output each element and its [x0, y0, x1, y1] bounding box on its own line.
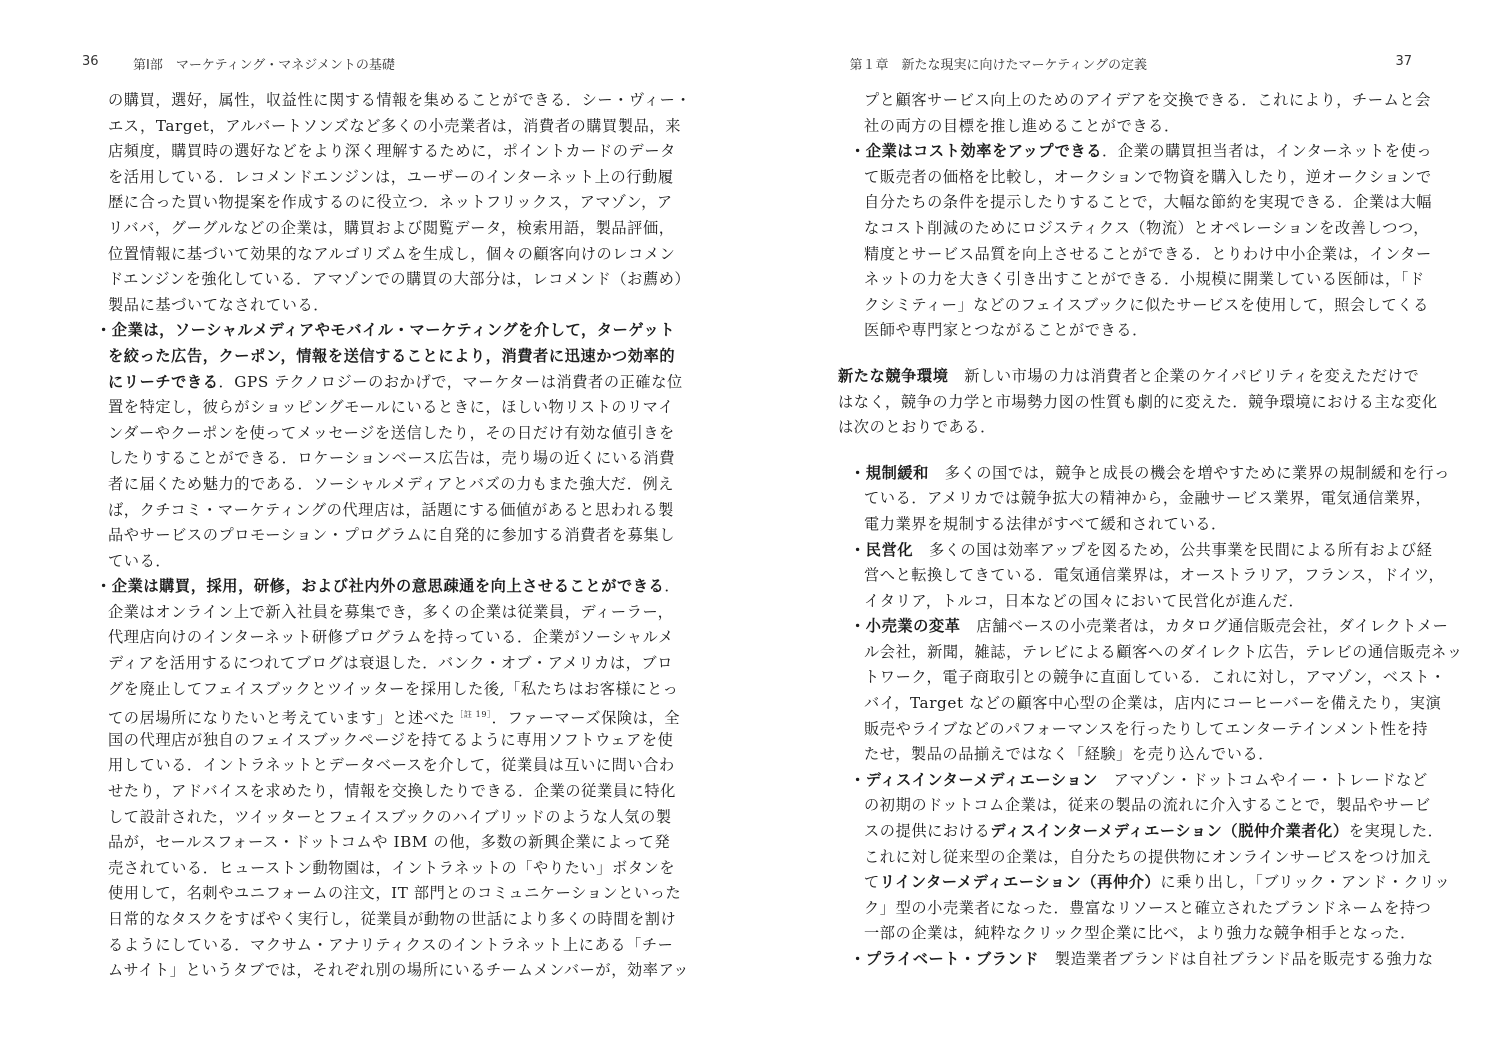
text-run: に乗り出し，「ブリック・アンド・クリッ — [1160, 873, 1451, 892]
text-run: 社の両方の目標を推し進めることができる． — [864, 116, 1180, 135]
text-run: 位置情報に基づいて効果的なアルゴリズムを生成し，個々の顧客向けのレコメン — [108, 244, 676, 263]
text-run: 営へと転換してきている．電気通信業界は，オーストラリア，フランス，ドイツ， — [864, 566, 1445, 585]
text-line — [96, 830, 671, 856]
text-run: 歴に合った買い物提案を作成するのに役立つ．ネットフリックス，アマゾン，ア — [108, 193, 673, 212]
text-run: て販売者の価格を比較し，オークションで物資を購入したり，逆オークションで — [864, 167, 1432, 186]
text-run: 一部の企業は，純粋なクリック型企業に比べ，より強力な競争相手となった． — [864, 924, 1416, 943]
text-line — [96, 523, 675, 549]
text-line — [838, 947, 1434, 973]
text-line — [96, 728, 674, 754]
text-line — [838, 819, 1444, 845]
text-run: 医師や専門家とつながることができる． — [864, 321, 1148, 340]
text-run: て — [864, 873, 880, 892]
text-run: ．GPS テクノロジーのおかげで，マーケターは消費者の正確な位 — [218, 372, 683, 391]
text-run: ている． — [108, 551, 172, 570]
left-page-header — [82, 54, 99, 69]
text-line — [838, 165, 1432, 191]
text-line — [838, 640, 1463, 666]
right-page-number: 37 — [1395, 54, 1412, 69]
text-line — [96, 625, 674, 651]
text-run: 新しい市場の力は消費者と企業のケイパビリティを変えただけで — [948, 366, 1420, 385]
text-run: プと顧客サービス向上のためのアイデアを交換できる．これにより，チームと会 — [864, 91, 1431, 109]
text-run: 製品に基づいてなされている． — [108, 295, 330, 314]
text-line — [96, 139, 676, 165]
text-line — [838, 691, 1442, 717]
text-run: スの提供における — [864, 822, 991, 841]
right-running-head: 第１章 新たな現実に向けたマーケティングの定義 — [849, 58, 1147, 73]
text-run: は次のとおりである． — [838, 418, 996, 437]
text-line — [96, 216, 675, 242]
bold-term: ディスインターメディエーション（脱仲介業者化） — [990, 822, 1349, 841]
text-line — [838, 293, 1429, 319]
text-run: バイ，Target などの顧客中心型の企業は，店内にコーヒーバーを備えたり，実演 — [864, 694, 1442, 713]
text-run: はなく，競争の力学と市場勢力図の性質も劇的に変えた．競争環境における主な変化 — [838, 392, 1438, 411]
text-run: イタリア，トルコ，日本などの国々において民営化が進んだ． — [864, 591, 1305, 610]
text-run: ている．アメリカでは競争拡大の精神から，金融サービス業界，電気通信業界， — [864, 489, 1432, 508]
text-line — [838, 88, 1431, 114]
text-line — [96, 318, 676, 344]
bold-term: 新たな競争環境 — [838, 366, 949, 385]
text-run: ． — [664, 577, 681, 596]
text-run: ば，クチコミ・マーケティングの代理店は，話題にする価値があると思われる製 — [108, 500, 674, 519]
text-run: 多くの国では，競争と成長の機会を増やすために業界の規制緩和を行っ — [928, 463, 1450, 482]
text-run: リババ，グーグルなどの企業は，購買および閲覧データ，検索用語，製品評価， — [108, 218, 675, 237]
text-run: エス，Target，アルバートソンズなど多くの小売業者は，消費者の購買製品，来 — [108, 116, 681, 135]
text-line — [838, 390, 1438, 416]
text-line — [96, 472, 675, 498]
text-line — [96, 881, 682, 907]
text-run: 店舗ベースの小売業者は，カタログ通信販売会社，ダイレクトメー — [960, 617, 1449, 636]
text-run: ムサイト」というタブでは，それぞれ別の場所にいるチームメンバーが，効率アッ — [108, 961, 690, 980]
text-run: 用している．イントラネットとデータベースを介して，従業員は互いに問い合わ — [108, 756, 675, 775]
text-line — [838, 589, 1418, 615]
text-run: ．企業の購買担当者は，インターネットを使っ — [1102, 142, 1433, 161]
text-line — [96, 779, 676, 805]
text-run: 代理店向けのインターネット研修プログラムを持っている．企業がソーシャルメ — [108, 628, 674, 647]
right-page — [746, 0, 1492, 1058]
text-run: 販売やライブなどのパフォーマンスを行ったりしてエンターテインメント性を持 — [864, 719, 1429, 738]
text-run: 国の代理店が独自のフェイスブックページを持てるように専用ソフトウェアを使 — [108, 730, 674, 749]
text-run: トワーク，電子商取引との競争に直面している．これに対し，アマゾン，ベスト・ — [864, 668, 1446, 687]
text-line — [96, 395, 674, 421]
text-line — [96, 267, 691, 293]
text-line — [96, 856, 676, 882]
left-running-head: 第Ⅰ部 マーケティング・マネジメントの基礎 — [133, 58, 395, 73]
text-run: るようにしている．マクサム・アナリティクスのイントラネット上にある「チー — [108, 935, 674, 954]
text-line — [96, 293, 662, 319]
text-line — [96, 498, 674, 524]
text-run: ネットの力を大きく引き出すことができる．小規模に開業している医師は，「ド — [864, 270, 1425, 289]
bold-term: ・小売業の変革 — [850, 617, 961, 636]
text-run: せたり，アドバイスを求めたり，情報を交換したりできる．企業の従業員に特化 — [108, 782, 676, 801]
text-run: したりすることができる．ロケーションベース広告は，売り場の近くにいる消費 — [108, 449, 675, 468]
text-line — [838, 717, 1429, 743]
text-run: 品が，セールスフォース・ドットコムや IBM の他，多数の新興企業によって発 — [108, 833, 671, 852]
text-run: ル会社，新聞，雑誌，テレビによる顧客へのダイレクト広告，テレビの通信販売ネッ — [864, 642, 1463, 661]
text-run: 精度とサービス品質を向上させることができる．とりわけ中小企業は，インター — [864, 244, 1432, 263]
text-line — [838, 793, 1431, 819]
text-line — [838, 267, 1425, 293]
text-run: 日常的なタスクをすばやく実行し，従業員が動物の世話により多くの時間を割け — [108, 910, 677, 928]
text-line — [96, 958, 690, 984]
text-run: 売されている．ヒューストン動物園は，イントラネットの「やりたい」ボタンを — [108, 858, 676, 877]
text-run: を実現した． — [1348, 822, 1444, 841]
text-line — [838, 242, 1432, 268]
text-run: これに対し従来型の企業は，自分たちの提供物にオンラインサービスをつけ加え — [864, 847, 1432, 866]
text-run: ンダーやクーポンを使ってメッセージを送信したり，その日だけ有効な値引きを — [108, 423, 675, 442]
text-run: を活用している．レコメンドエンジンは，ユーザーのインターネット上の行動履 — [108, 167, 674, 186]
text-line — [838, 512, 1418, 538]
bold-term: ・プライベート・ブランド — [850, 950, 1039, 968]
bold-term: にリーチできる — [108, 372, 219, 391]
bold-term: ・企業は，ソーシャルメディアやモバイル・マーケティングを介して，ターゲット — [96, 321, 676, 340]
bold-term: ・企業はコスト効率をアップできる — [850, 142, 1102, 161]
text-line — [838, 538, 1433, 564]
text-run: ．ファーマーズ保険は，全 — [491, 709, 681, 728]
text-line — [838, 768, 1428, 794]
text-run: ク」型の小売業者になった．豊富なリソースと確立されたブランドネームを持つ — [864, 898, 1432, 917]
text-line — [838, 139, 1433, 165]
text-line — [96, 651, 674, 677]
text-line — [96, 549, 662, 575]
footnote-ref: ［註 19］ — [455, 710, 492, 720]
text-run: ての居場所になりたいと考えています」と述べた — [108, 709, 456, 728]
text-line — [838, 364, 1418, 390]
text-line — [96, 600, 674, 626]
text-line — [838, 870, 1451, 896]
text-run: 電力業界を規制する法律がすべて緩和されている． — [864, 514, 1227, 533]
text-run: アマゾン・ドットコムやイー・トレードなど — [1097, 770, 1428, 789]
left-page-number: 36 — [82, 54, 99, 69]
text-run: 多くの国は効率アップを図るため，公共事業を民間による所有および経 — [913, 540, 1433, 559]
text-run: ドエンジンを強化している．アマゾンでの購買の大部分は，レコメンド（お薦め） — [108, 270, 691, 289]
text-line — [838, 921, 1418, 947]
text-line — [838, 486, 1432, 512]
text-line — [96, 702, 681, 728]
paragraph-gap — [838, 441, 1418, 461]
text-run: の初期のドットコム企業は，従来の製品の流れに介入することで，製品やサービ — [864, 796, 1431, 815]
text-run: ディアを活用するにつれてブログは衰退した．バンク・オブ・アメリカは，ブロ — [108, 654, 674, 673]
text-line — [838, 614, 1449, 640]
text-line — [96, 242, 676, 268]
bold-term: リインターメディエーション（再仲介） — [879, 873, 1161, 892]
text-line — [96, 753, 675, 779]
right-body-text — [838, 88, 1463, 973]
bold-term: ・規制緩和 — [850, 463, 929, 482]
paragraph-gap — [838, 344, 1418, 364]
bold-term: ・民営化 — [850, 540, 914, 559]
text-line — [96, 165, 674, 191]
text-line — [838, 563, 1445, 589]
text-run: の購買，選好，属性，収益性に関する情報を集めることができる．シー・ヴィー・ — [108, 91, 692, 109]
text-run: 者に届くため魅力的である．ソーシャルメディアとバズの力もまた強大だ．例え — [108, 474, 675, 493]
text-line — [96, 421, 675, 447]
text-line — [838, 665, 1446, 691]
text-line — [838, 216, 1430, 242]
text-run: なコスト削減のためにロジスティクス（物流）とオペレーションを改善しつつ， — [864, 218, 1430, 237]
text-line — [96, 907, 677, 933]
text-run: たせ，製品の品揃えではなく「経験」を売り込んでいる． — [864, 745, 1275, 764]
text-run: 使用して，名刺やユニフォームの注文，IT 部門とのコミュニケーションといった — [108, 884, 682, 903]
text-line — [838, 114, 1418, 140]
bold-term: ・ディスインターメディエーション — [850, 770, 1098, 789]
right-page-header — [1395, 54, 1412, 69]
text-run: クシミティー」などのフェイスブックに似たサービスを使用して，照会してくる — [864, 295, 1429, 314]
text-line — [96, 114, 681, 140]
text-run: 置を特定し，彼らがショッピングモールにいるときに，ほしい物リストのリマイ — [108, 398, 674, 417]
text-line — [838, 415, 1418, 441]
text-line — [96, 190, 673, 216]
text-line — [96, 805, 672, 831]
text-run: 品やサービスのプロモーション・プログラムに自発的に参加する消費者を募集し — [108, 526, 675, 545]
text-line — [838, 190, 1433, 216]
text-run: して設計された，ツイッターとフェイスブックのハイブリッドのような人気の製 — [108, 807, 672, 826]
bold-term: ・企業は購買，採用，研修，および社内外の意思疎通を向上させることができる — [96, 577, 665, 596]
text-line — [96, 370, 683, 396]
text-run: 店頻度，購買時の選好などをより深く理解するために，ポイントカードのデータ — [108, 142, 676, 161]
text-line — [838, 896, 1432, 922]
text-line — [838, 318, 1418, 344]
text-run: 企業はオンライン上で新入社員を募集でき，多くの企業は従業員，ディーラー， — [108, 602, 674, 621]
text-line — [838, 461, 1450, 487]
bold-term: を絞った広告，クーポン，情報を送信することにより，消費者に迅速かつ効率的 — [108, 346, 676, 365]
text-line — [96, 933, 674, 959]
text-line — [96, 344, 676, 370]
text-run: グを廃止してフェイスブックとツイッターを採用した後,「私たちはお客様にとっ — [108, 679, 679, 698]
text-line — [96, 88, 692, 114]
text-line — [96, 574, 681, 600]
text-run: 自分たちの条件を提示したりすることで，大幅な節約を実現できる．企業は大幅 — [864, 193, 1433, 212]
text-line — [838, 845, 1432, 871]
text-line — [838, 742, 1418, 768]
text-line — [96, 677, 679, 703]
text-line — [96, 446, 675, 472]
text-run: 製造業者ブランドは自社ブランド品を販売する強力な — [1039, 950, 1434, 968]
left-body-text — [96, 88, 692, 984]
